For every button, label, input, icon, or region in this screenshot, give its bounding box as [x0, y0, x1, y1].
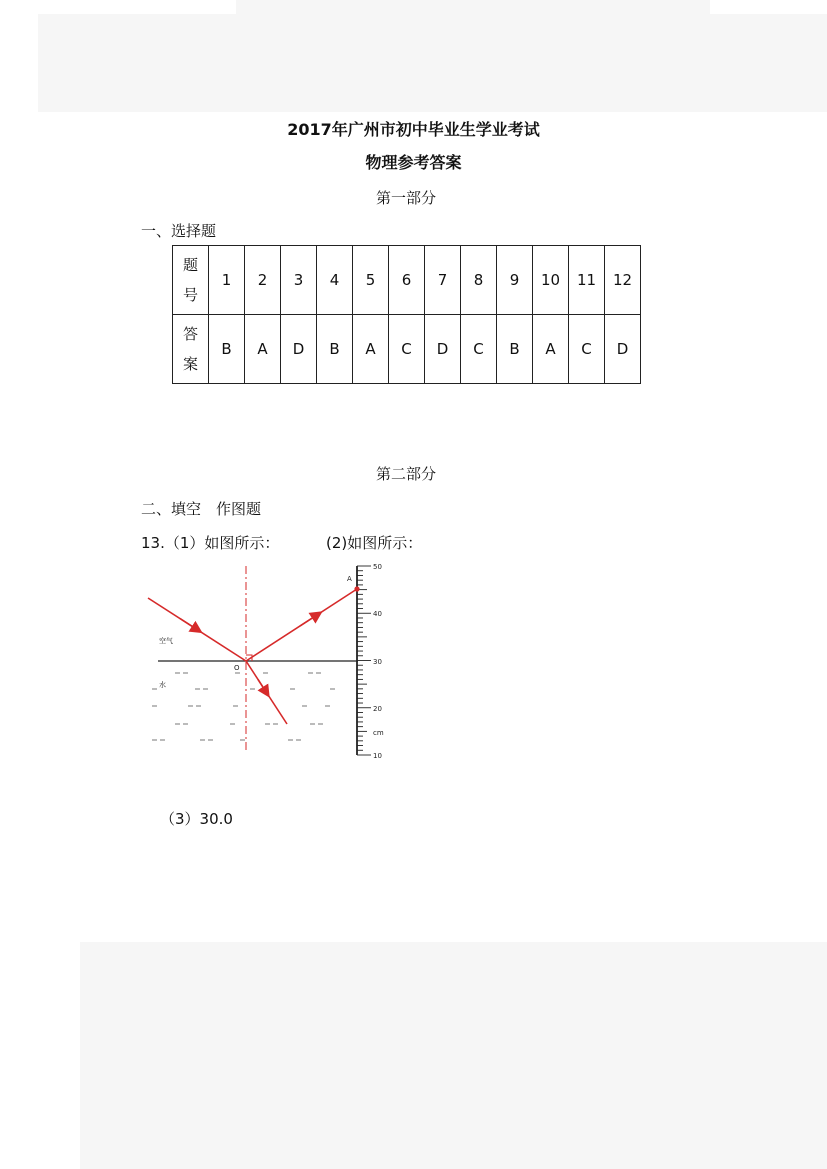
- question-number-cell: 11: [569, 246, 605, 315]
- ruler-tick-label: 20: [373, 705, 382, 713]
- ruler-ticks: [357, 566, 371, 755]
- part-two-heading: 第二部分: [375, 465, 436, 483]
- label-water: 水: [159, 681, 166, 689]
- answer-cell: C: [389, 315, 425, 384]
- question-number-cell: 3: [281, 246, 317, 315]
- question-number-cell: 10: [533, 246, 569, 315]
- scan-shade-bottom: [80, 942, 827, 1169]
- answer-cell: A: [533, 315, 569, 384]
- table-header-cell-answer: 答 案: [173, 315, 209, 384]
- ruler-tick-label: 50: [373, 563, 382, 571]
- section-fill-heading: 二、填空 作图题: [141, 500, 262, 518]
- answer-cell: D: [281, 315, 317, 384]
- answer-cell: D: [425, 315, 461, 384]
- answer-cell: C: [569, 315, 605, 384]
- refracted-ray-arrow: [258, 679, 268, 695]
- question-number-cell: 5: [353, 246, 389, 315]
- table-header-cell-number: 题 号: [173, 246, 209, 315]
- question-number-cell: 4: [317, 246, 353, 315]
- question-number-cell: 9: [497, 246, 533, 315]
- question-number-cell: 7: [425, 246, 461, 315]
- scan-shade-top: [38, 14, 827, 112]
- water-dashes: [152, 673, 335, 740]
- ruler-tick-label: 30: [373, 658, 382, 666]
- document-subtitle: 物理参考答案: [365, 153, 462, 172]
- optics-ruler-figure: [140, 558, 400, 758]
- point-a-dot: [354, 586, 359, 591]
- label-point-a: A: [347, 575, 352, 583]
- answer-cell: A: [353, 315, 389, 384]
- answer-table: [172, 245, 641, 384]
- question-13-part3: （3）30.0: [160, 810, 233, 828]
- answer-cell: C: [461, 315, 497, 384]
- answer-cell: B: [209, 315, 245, 384]
- ruler-tick-label: 40: [373, 610, 382, 618]
- ruler-tick-label: 10: [373, 752, 382, 758]
- table-row-answers: [173, 315, 641, 384]
- scan-shade-top-cap: [236, 0, 710, 14]
- answer-cell: D: [605, 315, 641, 384]
- answer-cell: B: [317, 315, 353, 384]
- answer-cell: B: [497, 315, 533, 384]
- question-number-cell: 1: [209, 246, 245, 315]
- section-choice-heading: 一、选择题: [141, 222, 217, 240]
- ruler-unit-label: cm: [373, 729, 384, 737]
- label-origin: O: [234, 664, 240, 672]
- question-number-cell: 6: [389, 246, 425, 315]
- question-13-part1: 13.（1）如图所示：: [141, 534, 280, 552]
- question-number-cell: 12: [605, 246, 641, 315]
- question-number-cell: 2: [245, 246, 281, 315]
- incident-ray-arrow: [180, 619, 200, 632]
- question-13-part2: (2)如图所示：: [326, 534, 423, 552]
- reflected-ray-arrow: [300, 613, 320, 626]
- document-title: 2017年广州市初中毕业生学业考试: [287, 120, 540, 139]
- table-row-numbers: [173, 246, 641, 315]
- part-one-heading: 第一部分: [375, 189, 436, 207]
- question-number-cell: 8: [461, 246, 497, 315]
- answer-cell: A: [245, 315, 281, 384]
- label-air: 空气: [159, 637, 173, 645]
- question-13-line: [141, 532, 423, 553]
